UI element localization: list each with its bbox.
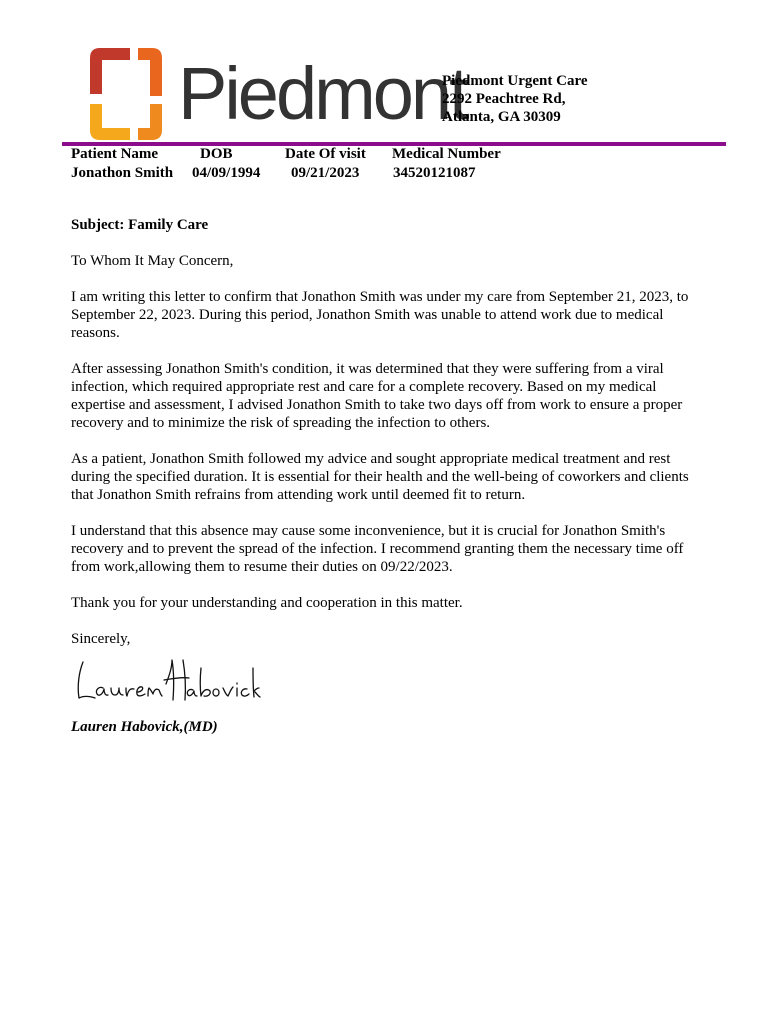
- piedmont-logo: [86, 46, 467, 144]
- logo-wordmark: Piedmont: [178, 52, 467, 135]
- value-dob: 04/09/1994: [192, 165, 261, 181]
- address-line-1: Piedmont Urgent Care: [442, 73, 588, 89]
- value-medical-number: 34520121087: [393, 165, 476, 181]
- letter-paragraph-1: I am writing this letter to confirm that Jonathon Smith was under my care from September 21, 2023, to September 22, 2023. During this period, Jonathon Smith was unable to attend work due to medical reasons.: [71, 289, 689, 341]
- letter-paragraph-4: I understand that this absence may cause some inconvenience, but it is crucial for Jonathon Smith's recovery and to prevent the spread of the infection. I recommend granting them the necessary time off from work,allowing them to resume their duties on 09/22/2023.: [71, 523, 684, 575]
- header-date-of-visit: Date Of visit: [285, 146, 366, 162]
- logo-mark-icon: [86, 46, 166, 142]
- letter-body: [71, 216, 701, 754]
- letter-paragraph-5: Thank you for your understanding and cooperation in this matter.: [71, 595, 463, 611]
- signature-icon: [71, 654, 261, 706]
- header-patient-name: Patient Name: [71, 146, 159, 162]
- clinic-address: [442, 72, 588, 126]
- letter-closing: Sincerely,: [71, 631, 131, 647]
- letter-paragraph-2: After assessing Jonathon Smith's condition, it was determined that they were suffering from a viral infection, which required appropriate rest and care for a complete recovery. Based on my medical expertise and assessment, I advised Jonathon Smith to take two days off from work to ensure a proper recovery and to minimize the risk of spreading the infection to others.: [71, 361, 683, 431]
- header-dob: DOB: [200, 146, 233, 162]
- patient-info-header-row: [71, 145, 571, 164]
- value-patient-name: Jonathon Smith: [71, 165, 174, 181]
- patient-info-table: [71, 145, 571, 183]
- patient-info-value-row: [71, 164, 571, 183]
- signer-name: Lauren Habovick,(MD): [71, 719, 218, 735]
- signature-image: [71, 654, 701, 704]
- letter-subject: Subject: Family Care: [71, 217, 209, 233]
- letter-salutation: To Whom It May Concern,: [71, 253, 234, 269]
- header-medical-number: Medical Number: [392, 146, 501, 162]
- address-line-3: Atlanta, GA 30309: [442, 109, 561, 125]
- value-date-of-visit: 09/21/2023: [291, 165, 360, 181]
- letter-paragraph-3: As a patient, Jonathon Smith followed my advice and sought appropriate medical treatment and rest during the specified duration. It is essential for their health and the well-being of coworkers and clients that Jonathon Smith refrains from attending work until deemed fit to return.: [71, 451, 689, 503]
- address-line-2: 2292 Peachtree Rd,: [442, 91, 566, 107]
